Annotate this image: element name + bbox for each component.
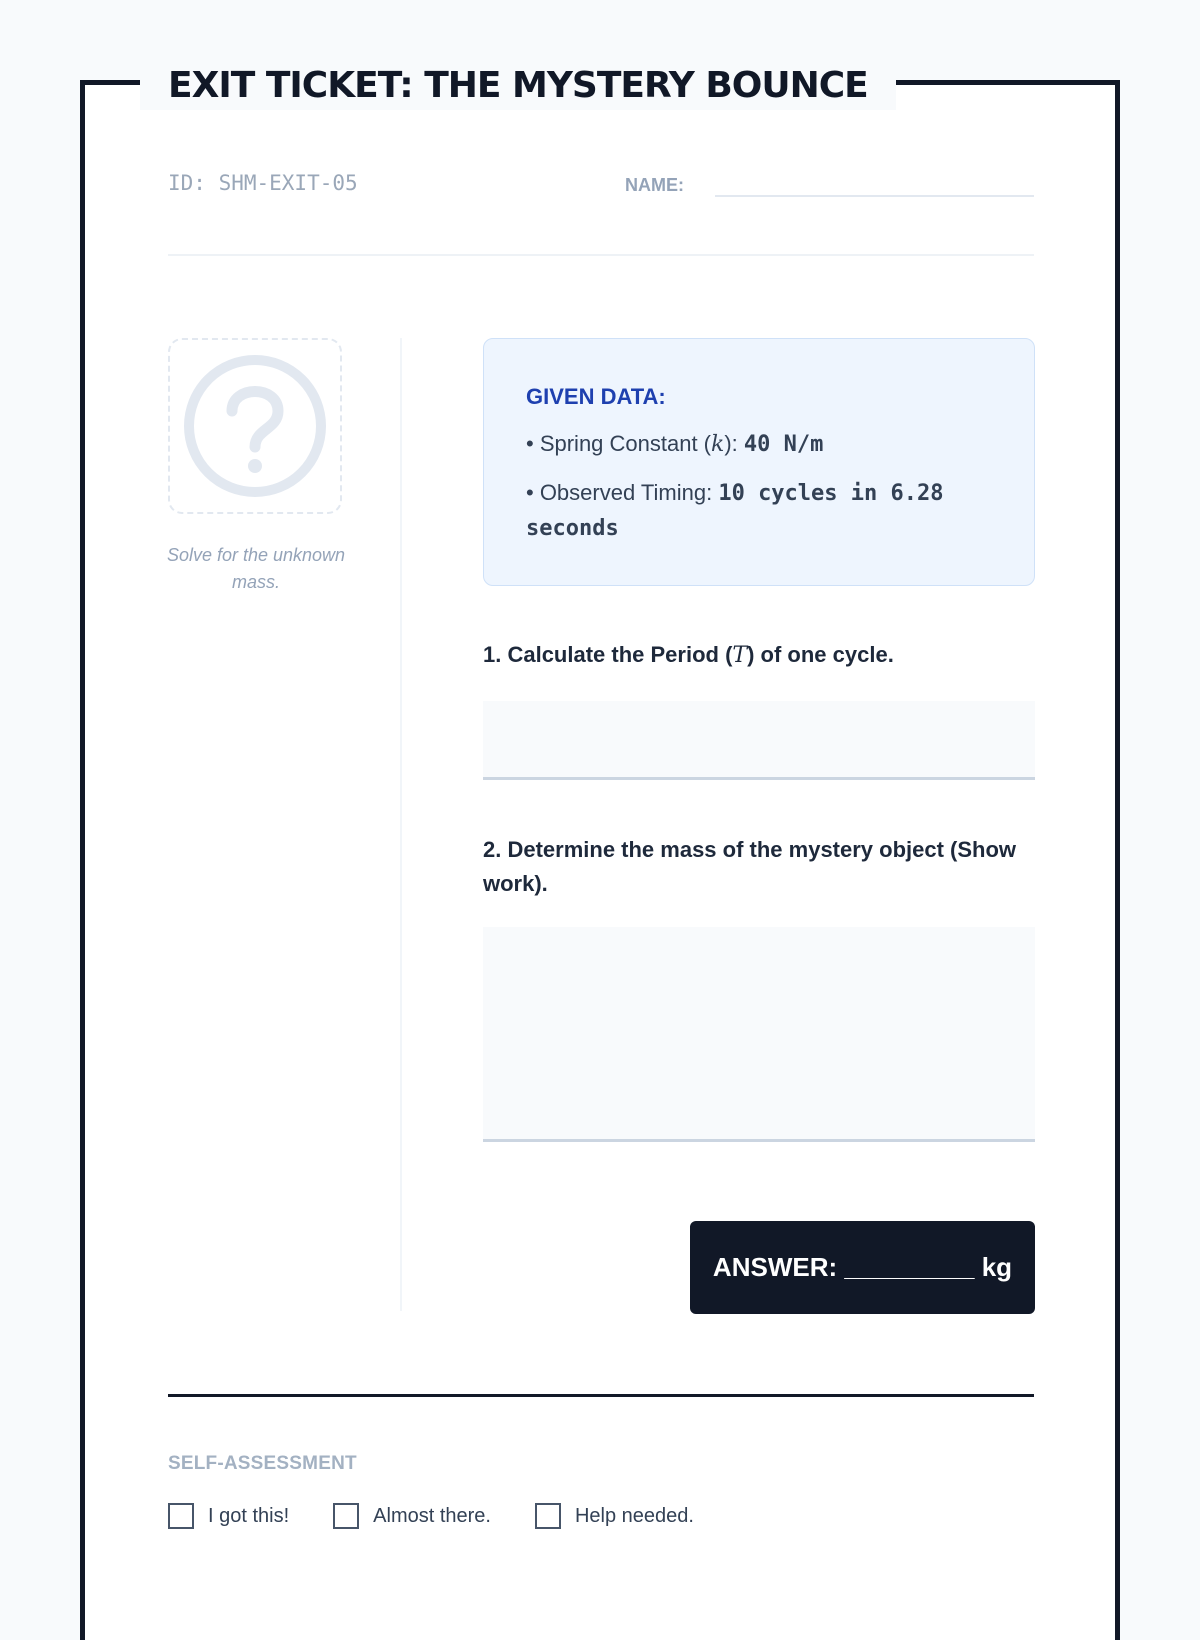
given-item-spring-constant <box>526 427 994 462</box>
self-assessment-option-almost[interactable] <box>333 1503 491 1529</box>
option-label: Help needed. <box>574 1504 694 1527</box>
title-container <box>140 62 896 110</box>
question-2: 2. Determine the mass of the mystery object (Show work). <box>483 837 1017 896</box>
footer-divider <box>168 1394 1034 1397</box>
final-answer-box[interactable]: ANSWER: _________ kg <box>690 1221 1035 1314</box>
option-label: Almost there. <box>373 1504 491 1527</box>
checkbox[interactable] <box>333 1503 359 1529</box>
given-item-label: • Observed Timing: <box>526 480 719 505</box>
self-assessment-options <box>168 1503 738 1529</box>
option-label: I got this! <box>208 1504 290 1527</box>
page-title: EXIT TICKET: THE MYSTERY BOUNCE <box>168 65 868 106</box>
checkbox[interactable] <box>535 1503 561 1529</box>
question-1-answer-field[interactable] <box>483 701 1035 780</box>
header-divider <box>168 254 1034 256</box>
figure-caption: Solve for the unknown mass. <box>166 545 346 592</box>
variable-t: T <box>732 643 748 668</box>
question-1-suffix: ) of one cycle. <box>747 642 894 667</box>
question-1 <box>483 638 1035 673</box>
given-item-label: • Spring Constant ( <box>526 431 712 456</box>
given-data-box <box>483 338 1035 586</box>
given-item-label-suffix: ): <box>724 431 744 456</box>
self-assessment-option-got-it[interactable] <box>168 1503 289 1529</box>
variable-k: k <box>711 432 725 457</box>
question-mark-icon <box>182 353 328 499</box>
self-assessment-option-help[interactable] <box>535 1503 694 1529</box>
column-divider <box>400 338 402 1311</box>
checkbox[interactable] <box>168 1503 194 1529</box>
ticket-header <box>168 168 1034 204</box>
document-id: ID: SHM-EXIT-05 <box>168 171 358 195</box>
mystery-object-placeholder <box>168 338 342 514</box>
figure-column <box>168 338 346 596</box>
name-field[interactable] <box>715 195 1034 197</box>
name-label: NAME: <box>625 175 684 195</box>
question-2-work-area[interactable] <box>483 927 1035 1142</box>
given-item-value: 10 cycles in 6.28 seconds <box>526 481 944 541</box>
self-assessment-label: SELF-ASSESSMENT <box>168 1453 357 1474</box>
given-item-value: 40 N/m <box>743 432 824 457</box>
given-item-observed-timing <box>526 476 994 546</box>
given-data-heading: GIVEN DATA: <box>526 384 666 409</box>
question-1-prefix: 1. Calculate the Period ( <box>483 642 733 667</box>
